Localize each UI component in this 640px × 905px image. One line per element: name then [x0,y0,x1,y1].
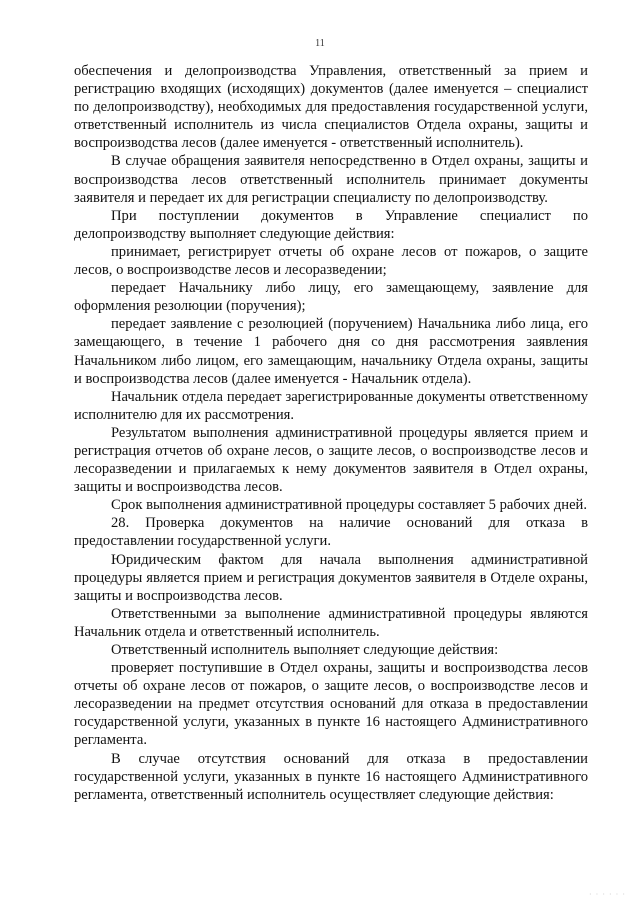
paragraph-on-receipt: При поступлении документов в Управление специалист по делопроизводству выполняет следующие действия: [74,207,588,242]
paragraph-legal-fact: Юридическим фактом для начала выполнения административной процедуры является прием и регистрация документов заявителя в Отделе охраны, защиты и воспроизводства лесов. [74,551,588,604]
paragraph-result: Результатом выполнения административной процедуры является прием и регистрация отчетов об охране лесов, о защите лесов, о воспроизводстве лесов и лесоразведении и прилагаемых к нему документов заявителя в Отдел охраны, защиты и воспроизводства лесов. [74,424,588,496]
paragraph-registers-reports: принимает, регистрирует отчеты об охране лесов от пожаров, о защите лесов, о воспроизводстве лесов и лесоразведении; [74,243,588,279]
paragraph-passes-to-head: передает Начальнику либо лицу, его замещающему, заявление для оформления резолюции (поручения); [74,280,588,315]
paragraph-direct-application: В случае обращения заявителя непосредственно в Отдел охраны, защиты и воспроизводства лесов ответственный исполнитель принимает документы заявителя и передает их для регистрации специалисту по делопроизводству. [74,153,588,206]
paragraph-checks-reports: проверяет поступившие в Отдел охраны, защиты и воспроизводства лесов отчеты об охране лесов от пожаров, о защите лесов, о воспроизводстве лесов и лесоразведении на предмет отсутствия оснований для отказа в предоставлении государственной услуги, указанных в пункте 16 настоящего Административного регламента. [74,660,588,749]
paragraph-executor-actions: Ответственный исполнитель выполняет следующие действия: [111,642,499,658]
paragraph-responsible: Ответственными за выполнение административной процедуры являются Начальник отдела и ответственный исполнитель. [74,605,588,640]
section-28-heading: 28. Проверка документов на наличие оснований для отказа в предоставлении государственной услуги. [74,515,588,550]
paragraph-deadline: Срок выполнения административной процедуры составляет 5 рабочих дней. [111,497,588,514]
page-number: 11 [315,38,325,49]
scan-artifact: · · · · · · [589,890,626,899]
document-body [74,62,588,804]
paragraph-department-head-passes: Начальник отдела передает зарегистрированные документы ответственному исполнителю для их рассмотрения. [74,388,588,423]
paragraph-no-grounds: В случае отсутствия оснований для отказа в предоставлении государственной услуги, указанных в пункте 16 настоящего Административного регламента, ответственный исполнитель осуществляет следующие действия: [74,750,588,803]
paragraph-passes-with-resolution: передает заявление с резолюцией (поручением) Начальника либо лица, его замещающего, в течение 1 рабочего дня со дня рассмотрения заявления Начальником либо лицом, его замещающим, начальнику Отдела охраны, защиты и воспроизводства лесов (далее именуется - Начальник отдела). [74,316,588,387]
paragraph-continuation: обеспечения и делопроизводства Управления, ответственный за прием и регистрацию входящих (исходящих) документов (далее именуется – специалист по делопроизводству), необходимых для предоставления государственной услуги, ответственный исполнитель из числа специалистов Отдела охраны, защиты и воспроизводства лесов (далее именуется - ответственный исполнитель). [74,63,588,152]
